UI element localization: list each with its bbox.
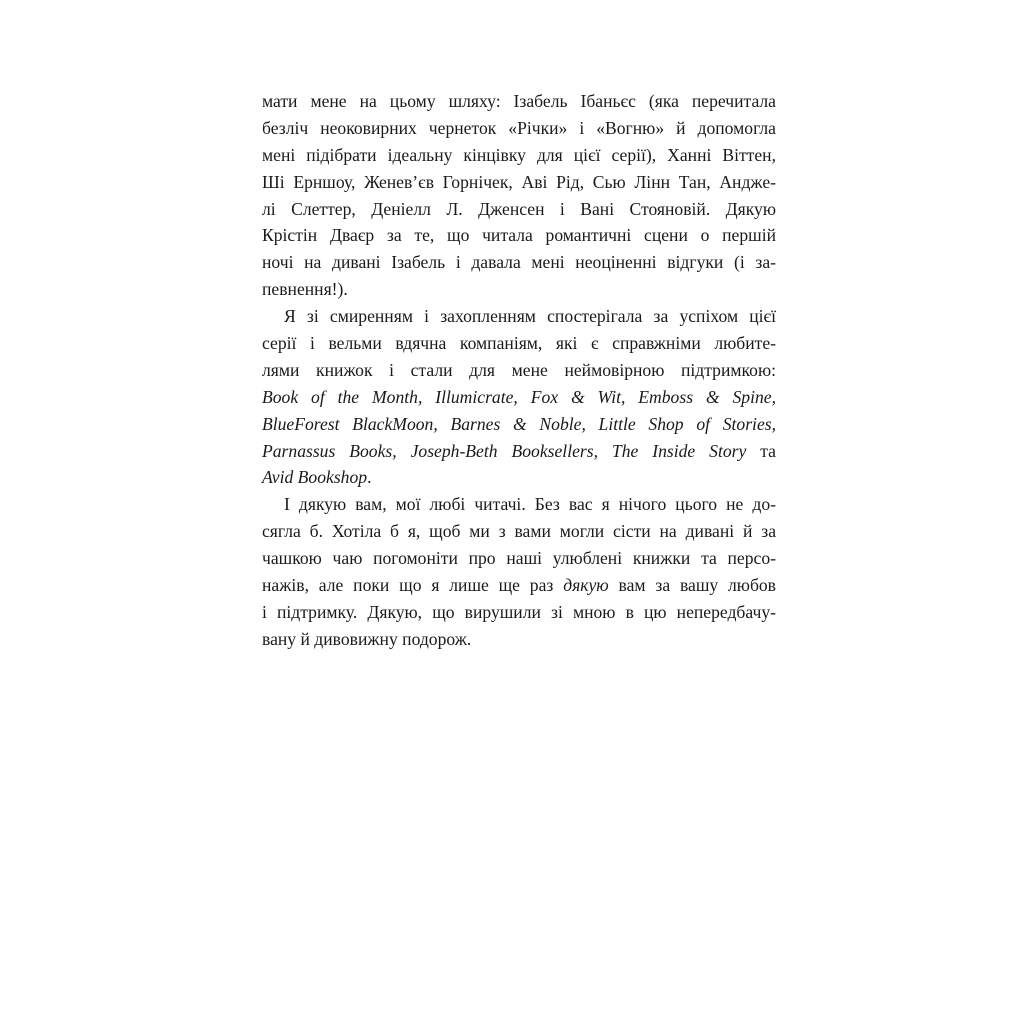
text-segment: І дякую вам, мої любі читачі. Без вас я нічого цього не до- bbox=[284, 494, 776, 515]
text-line bbox=[262, 626, 776, 653]
text-line bbox=[262, 276, 776, 303]
text-line bbox=[262, 438, 776, 465]
text-line bbox=[262, 196, 776, 223]
text-segment: Крістін Дваєр за те, що читала романтичні сцени о першій bbox=[262, 225, 776, 246]
italic-text: Parnassus Books, Joseph-Beth Booksellers, The Inside Story bbox=[262, 440, 747, 461]
text-segment: нажів, але поки що я лише ще раз bbox=[262, 575, 564, 596]
text-segment: та bbox=[746, 440, 776, 461]
text-segment: безліч неоковирних чернеток «Річки» і «Вогню» й допомогла bbox=[262, 117, 776, 138]
text-segment: вану й дивовижну подорож. bbox=[262, 628, 472, 649]
text-segment: мати мене на цьому шляху: Ізабель Ібаньєс (яка перечитала bbox=[262, 91, 776, 111]
text-segment: серії і вельми вдячна компаніям, які є справжніми любите- bbox=[262, 333, 776, 354]
text-line bbox=[262, 599, 776, 626]
italic-text: Book of the Month, Illumicrate, Fox & Wit, Emboss & Spine, bbox=[262, 386, 776, 407]
text-line bbox=[262, 518, 776, 545]
text-line bbox=[262, 115, 776, 142]
text-segment: Я зі смиренням і захопленням спостерігала за успіхом цієї bbox=[284, 306, 776, 327]
text-line bbox=[262, 249, 776, 276]
text-line bbox=[262, 411, 776, 438]
text-line bbox=[262, 545, 776, 572]
text-line bbox=[262, 357, 776, 384]
text-line bbox=[262, 88, 776, 115]
paragraph bbox=[262, 491, 776, 652]
text-segment: і підтримку. Дякую, що вирушили зі мною в цю непередбачу- bbox=[262, 601, 776, 622]
text-segment: . bbox=[367, 467, 372, 488]
text-segment: Ші Ерншоу, Женев’єв Горнічек, Аві Рід, Сью Лінн Тан, Андже- bbox=[262, 171, 776, 192]
italic-text: дякую bbox=[563, 575, 609, 596]
text-segment: мені підібрати ідеальну кінцівку для цієї серії), Ханні Віттен, bbox=[262, 144, 776, 165]
text-segment: лями книжок і стали для мене неймовірною підтримкою: bbox=[262, 359, 776, 380]
text-segment: чашкою чаю погомоніти про наші улюблені книжки та персо- bbox=[262, 548, 776, 569]
text-segment: сягла б. Хотіла б я, щоб ми з вами могли сісти на дивані й за bbox=[262, 521, 776, 542]
text-line bbox=[262, 491, 776, 518]
text-line bbox=[262, 384, 776, 411]
text-line bbox=[262, 303, 776, 330]
text-segment: ночі на дивані Ізабель і давала мені неоціненні відгуки (і за- bbox=[262, 252, 776, 273]
text-line bbox=[262, 464, 776, 491]
italic-text: Avid Bookshop bbox=[262, 467, 368, 488]
text-segment: певнення!). bbox=[262, 279, 348, 300]
italic-text: BlueForest BlackMoon, Barnes & Noble, Little Shop of Stories, bbox=[262, 413, 776, 434]
text-line bbox=[262, 572, 776, 599]
paragraph bbox=[262, 88, 776, 303]
text-segment: лі Слеттер, Деніелл Л. Дженсен і Вані Стояновій. Дякую bbox=[262, 198, 776, 219]
text-line bbox=[262, 330, 776, 357]
page-body bbox=[262, 88, 776, 653]
text-line bbox=[262, 142, 776, 169]
text-line bbox=[262, 169, 776, 196]
paragraph bbox=[262, 303, 776, 491]
text-segment: вам за вашу любов bbox=[608, 575, 776, 596]
text-line bbox=[262, 222, 776, 249]
